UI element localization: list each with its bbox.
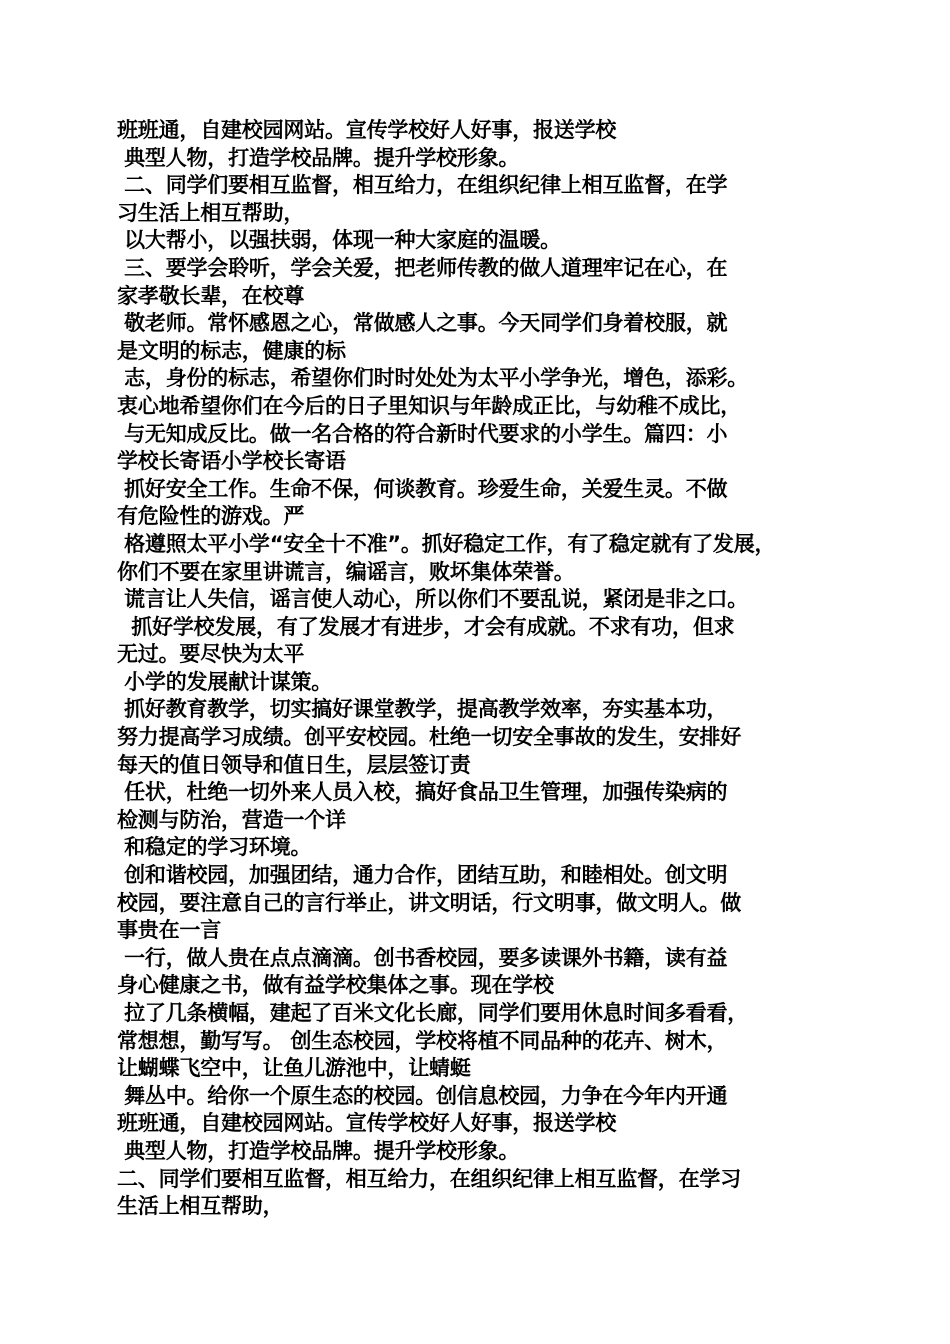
text-line: 家孝敬长辈，在校尊 — [117, 283, 305, 308]
text-line: 创和谐校园，加强团结，通力合作，团结互助，和睦相处。创文明 — [117, 863, 728, 888]
text-line: 习生活上相互帮助， — [117, 200, 305, 225]
text-line: 身心健康之书，做有益学校集体之事。现在学校 — [117, 973, 554, 998]
text-line: 三、要学会聆听，学会关爱，把老师传教的做人道理牢记在心，在 — [117, 255, 728, 280]
text-line: 格遵照太平小学“安全十不准”。抓好稳定工作，有了稳定就有了发展， — [117, 531, 776, 556]
text-line: 谎言让人失信，谣言使人动心，所以你们不要乱说，紧闭是非之口。 — [117, 587, 749, 612]
document-body — [117, 117, 843, 1221]
text-line: 你们不要在家里讲谎言，编谣言，败坏集体荣誉。 — [117, 559, 575, 584]
text-line: 生活上相互帮助， — [117, 1194, 284, 1219]
text-line: 舞丛中。给你一个原生态的校园。创信息校园，力争在今年内开通 — [117, 1083, 728, 1108]
text-line: 以大帮小，以强扶弱，体现一种大家庭的温暖。 — [117, 228, 561, 253]
text-line: 有危险性的游戏。严 — [117, 504, 305, 529]
text-line: 抓好安全工作。生命不保，何谈教育。珍爱生命，关爱生灵。不做 — [117, 476, 728, 501]
text-line: 是文明的标志，健康的标 — [117, 338, 346, 363]
text-line: 校园，要注意自己的言行举止，讲文明话，行文明事，做文明人。做 — [117, 890, 741, 915]
text-line: 每天的值日领导和值日生，层层签订责 — [117, 752, 471, 777]
text-line: 二、同学们要相互监督，相互给力，在组织纪律上相互监督，在学习 — [117, 1166, 741, 1191]
text-line: 和稳定的学习环境。 — [117, 835, 312, 860]
text-line: 班班通，自建校园网站。宣传学校好人好事，报送学校 — [117, 118, 617, 142]
text-line: 检测与防治，营造一个详 — [117, 807, 346, 832]
text-line: 常想想，勤写写。 创生态校园，学校将植不同品种的花卉、树木， — [117, 1028, 728, 1053]
text-line: 抓好教育教学，切实搞好课堂教学，提高教学效率，夯实基本功， — [117, 697, 728, 722]
text-line: 典型人物，打造学校品牌。提升学校形象。 — [117, 145, 520, 170]
text-line: 敬老师。常怀感恩之心，常做感人之事。今天同学们身着校服，就 — [117, 311, 728, 336]
text-line: 二、同学们要相互监督，相互给力，在组织纪律上相互监督，在学 — [117, 173, 728, 198]
text-line: 抓好学校发展，有了发展才有进步，才会有成就。不求有功，但求 — [117, 614, 735, 639]
text-line: 小学的发展献计谋策。 — [117, 669, 333, 694]
text-line: 一行，做人贵在点点滴滴。创书香校园，要多读课外书籍，读有益 — [117, 945, 728, 970]
text-line: 与无知成反比。做一名合格的符合新时代要求的小学生。篇四：小 — [117, 421, 728, 446]
text-line: 学校长寄语小学校长寄语 — [117, 449, 346, 474]
text-line: 衷心地希望你们在今后的日子里知识与年龄成正比，与幼稚不成比， — [117, 393, 741, 418]
text-line: 事贵在一言 — [117, 918, 221, 943]
text-line: 努力提高学习成绩。创平安校园。杜绝一切安全事故的发生，安排好 — [117, 725, 741, 750]
text-line: 典型人物，打造学校品牌。提升学校形象。 — [117, 1138, 520, 1163]
text-line: 班班通，自建校园网站。宣传学校好人好事，报送学校 — [117, 1111, 617, 1136]
text-line: 任状，杜绝一切外来人员入校，搞好食品卫生管理，加强传染病的 — [117, 780, 728, 805]
text-line: 志，身份的标志，希望你们时时处处为太平小学争光，增色，添彩。 — [117, 366, 749, 391]
text-line: 无过。要尽快为太平 — [117, 642, 305, 667]
text-line: 拉了几条横幅，建起了百米文化长廊，同学们要用休息时间多看看， — [117, 1001, 749, 1025]
text-line: 让蝴蝶飞空中，让鱼儿游池中，让蜻蜓 — [117, 1056, 471, 1081]
